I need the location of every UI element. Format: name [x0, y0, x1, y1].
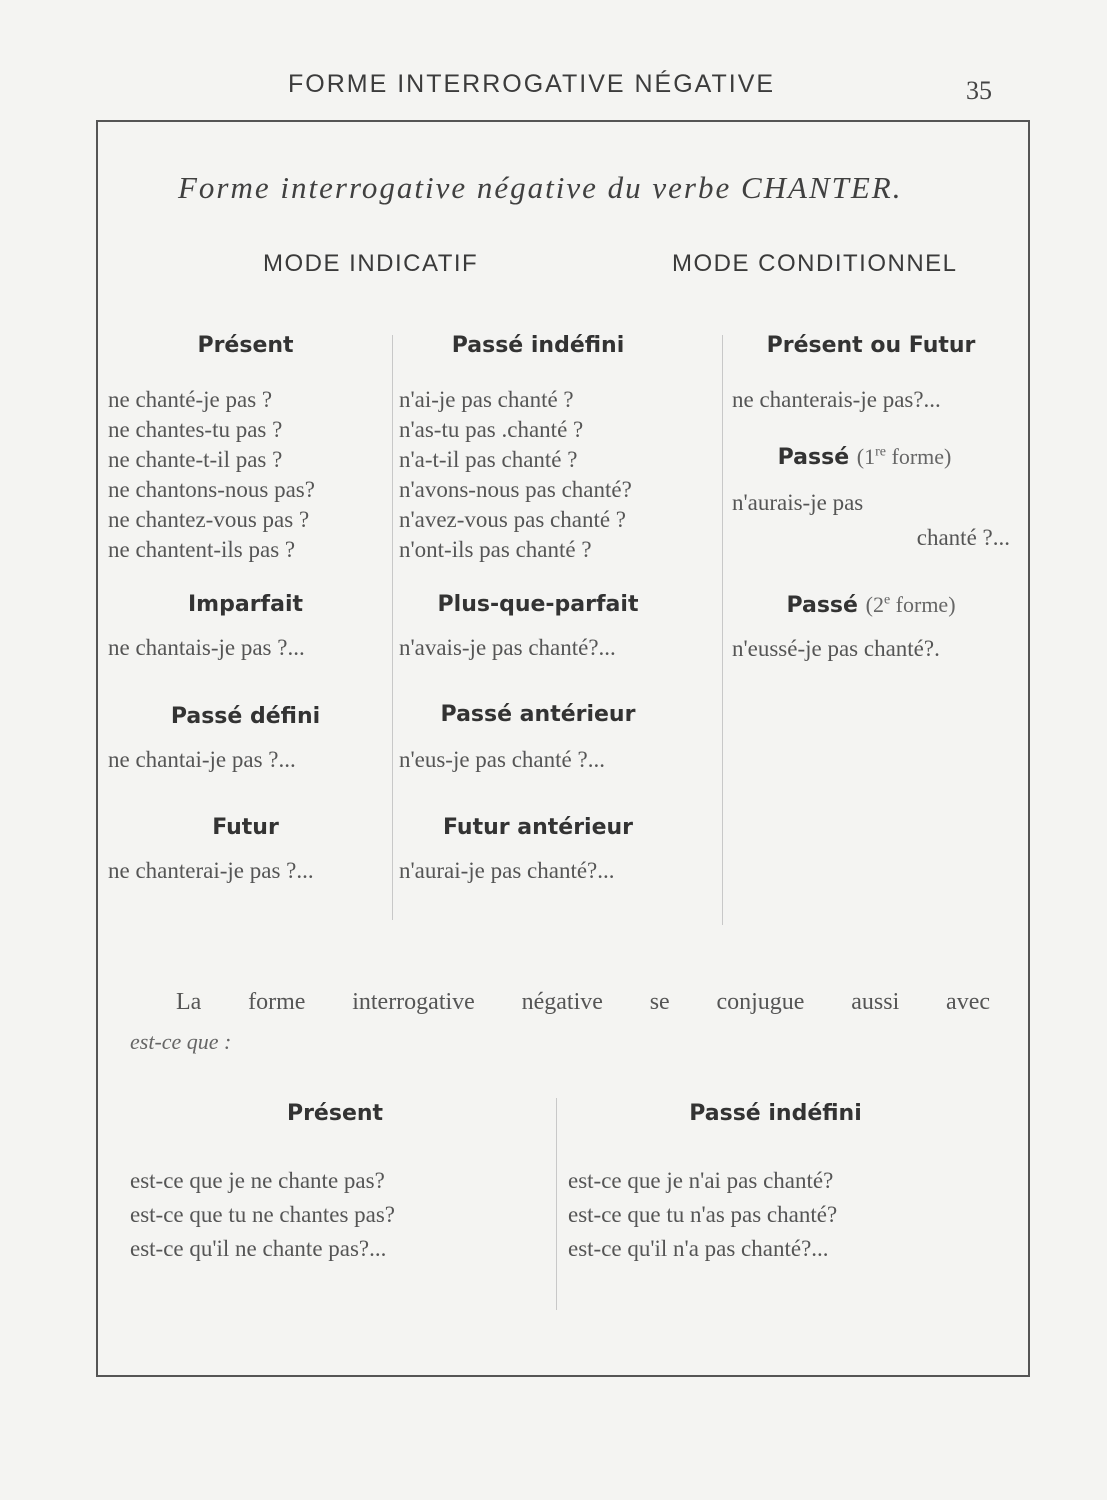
est-ce-que-passe-indefini-block	[568, 1101, 988, 1266]
form-superscript: re	[875, 444, 887, 460]
column-divider	[556, 1098, 557, 1310]
conjugation-line: n'eus-je pas chanté ?...	[399, 747, 605, 772]
tense-heading-label: Passé	[786, 593, 858, 618]
indicatif-passe-anterieur-block	[399, 702, 719, 775]
tense-heading: Imparfait	[187, 592, 304, 617]
conjugation-line: ne chantez-vous pas ?	[108, 507, 310, 532]
conjugation-line: n'avez-vous pas chanté ?	[399, 507, 627, 532]
conjugation-line: n'as-tu pas .chanté ?	[399, 417, 584, 442]
conjugation-line: est-ce qu'il ne chante pas?...	[130, 1236, 387, 1261]
conjugation-line: est-ce que je n'ai pas chanté?	[568, 1168, 834, 1193]
conjugation-line: n'aurai-je pas chanté?...	[399, 858, 615, 883]
conjugation-line: n'ai-je pas chanté ?	[399, 387, 574, 412]
conjugation-line: est-ce que tu ne chantes pas?	[130, 1202, 396, 1227]
note-line-2: est-ce que :	[130, 1029, 232, 1054]
indicatif-passe-indefini-block	[399, 333, 719, 565]
form-number: 2	[872, 592, 884, 617]
tense-heading: Passé défini	[170, 704, 321, 729]
column-divider	[722, 335, 723, 925]
conjugation-line: n'avons-nous pas chanté?	[399, 477, 632, 502]
conjugation-line: n'ont-ils pas chanté ?	[399, 537, 592, 562]
form-note: (1re forme)	[856, 444, 952, 469]
est-ce-que-present-block	[130, 1101, 550, 1266]
form-superscript: e	[883, 592, 891, 608]
conjugation-line: ne chanterai-je pas ?...	[108, 858, 314, 883]
tense-heading: Futur antérieur	[442, 815, 634, 840]
tense-heading-label: Passé	[777, 445, 850, 470]
conjugation-line: ne chantes-tu pas ?	[108, 417, 283, 442]
form-word: forme	[891, 444, 945, 469]
conjugation-line: est-ce que tu n'as pas chanté?	[568, 1202, 838, 1227]
tense-heading: Plus-que-parfait	[437, 592, 639, 617]
conjugation-line: n'aurais-je pas	[732, 490, 864, 515]
indicatif-futur-anterieur-block	[399, 815, 719, 886]
conjugation-line: chanté ?...	[916, 525, 1010, 550]
conjugation-line: n'a-t-il pas chanté ?	[399, 447, 578, 472]
conjugation-line: ne chantons-nous pas?	[108, 477, 315, 502]
indicatif-present-block	[108, 333, 393, 565]
conjugation-line: ne chanté-je pas ?	[108, 387, 273, 412]
indicatif-passe-defini-block	[108, 704, 393, 775]
page-title: Forme interrogative négative du verbe CHANTER.	[178, 170, 903, 205]
conditionnel-present-block	[732, 333, 1017, 415]
running-title: FORME INTERROGATIVE NÉGATIVE	[288, 70, 776, 98]
tense-heading	[732, 444, 997, 470]
note-line-1: La forme interrogative négative se conjugue aussi avec	[176, 989, 990, 1015]
tense-heading	[732, 592, 1010, 618]
conjugation-line: ne chante-t-il pas ?	[108, 447, 283, 472]
form-word: forme	[895, 592, 949, 617]
indicatif-plus-que-parfait-block	[399, 592, 719, 663]
conditionnel-passe-1-block	[732, 444, 1017, 553]
tense-heading: Passé indéfini	[689, 1101, 862, 1126]
conjugation-line: n'avais-je pas chanté?...	[399, 635, 616, 660]
page-number: 35	[966, 76, 992, 105]
tense-heading: Futur	[212, 815, 279, 840]
mode-indicatif-label: MODE INDICATIF	[263, 250, 479, 277]
note-paragraph	[130, 982, 990, 1062]
tense-heading: Présent	[286, 1101, 384, 1126]
conjugation-line: ne chantent-ils pas ?	[108, 537, 296, 562]
indicatif-futur-block	[108, 815, 393, 886]
tense-heading: Présent	[197, 333, 294, 358]
conjugation-line: est-ce que je ne chante pas?	[130, 1168, 385, 1193]
tense-heading: Présent ou Futur	[766, 333, 976, 358]
form-number: 1	[864, 444, 876, 469]
conjugation-line: est-ce qu'il n'a pas chanté?...	[568, 1236, 829, 1261]
form-note: (2e forme)	[865, 592, 956, 617]
conjugation-line: n'eussé-je pas chanté?.	[732, 636, 940, 661]
conjugation-line: ne chantai-je pas ?...	[108, 747, 296, 772]
conjugation-line: ne chanterais-je pas?...	[732, 387, 941, 412]
tense-heading: Passé indéfini	[451, 333, 625, 358]
tense-heading: Passé antérieur	[440, 702, 636, 727]
indicatif-imparfait-block	[108, 592, 393, 663]
conjugation-line: ne chantais-je pas ?...	[108, 635, 305, 660]
mode-conditionnel-label: MODE CONDITIONNEL	[672, 250, 958, 277]
conditionnel-passe-2-block	[732, 592, 1017, 664]
